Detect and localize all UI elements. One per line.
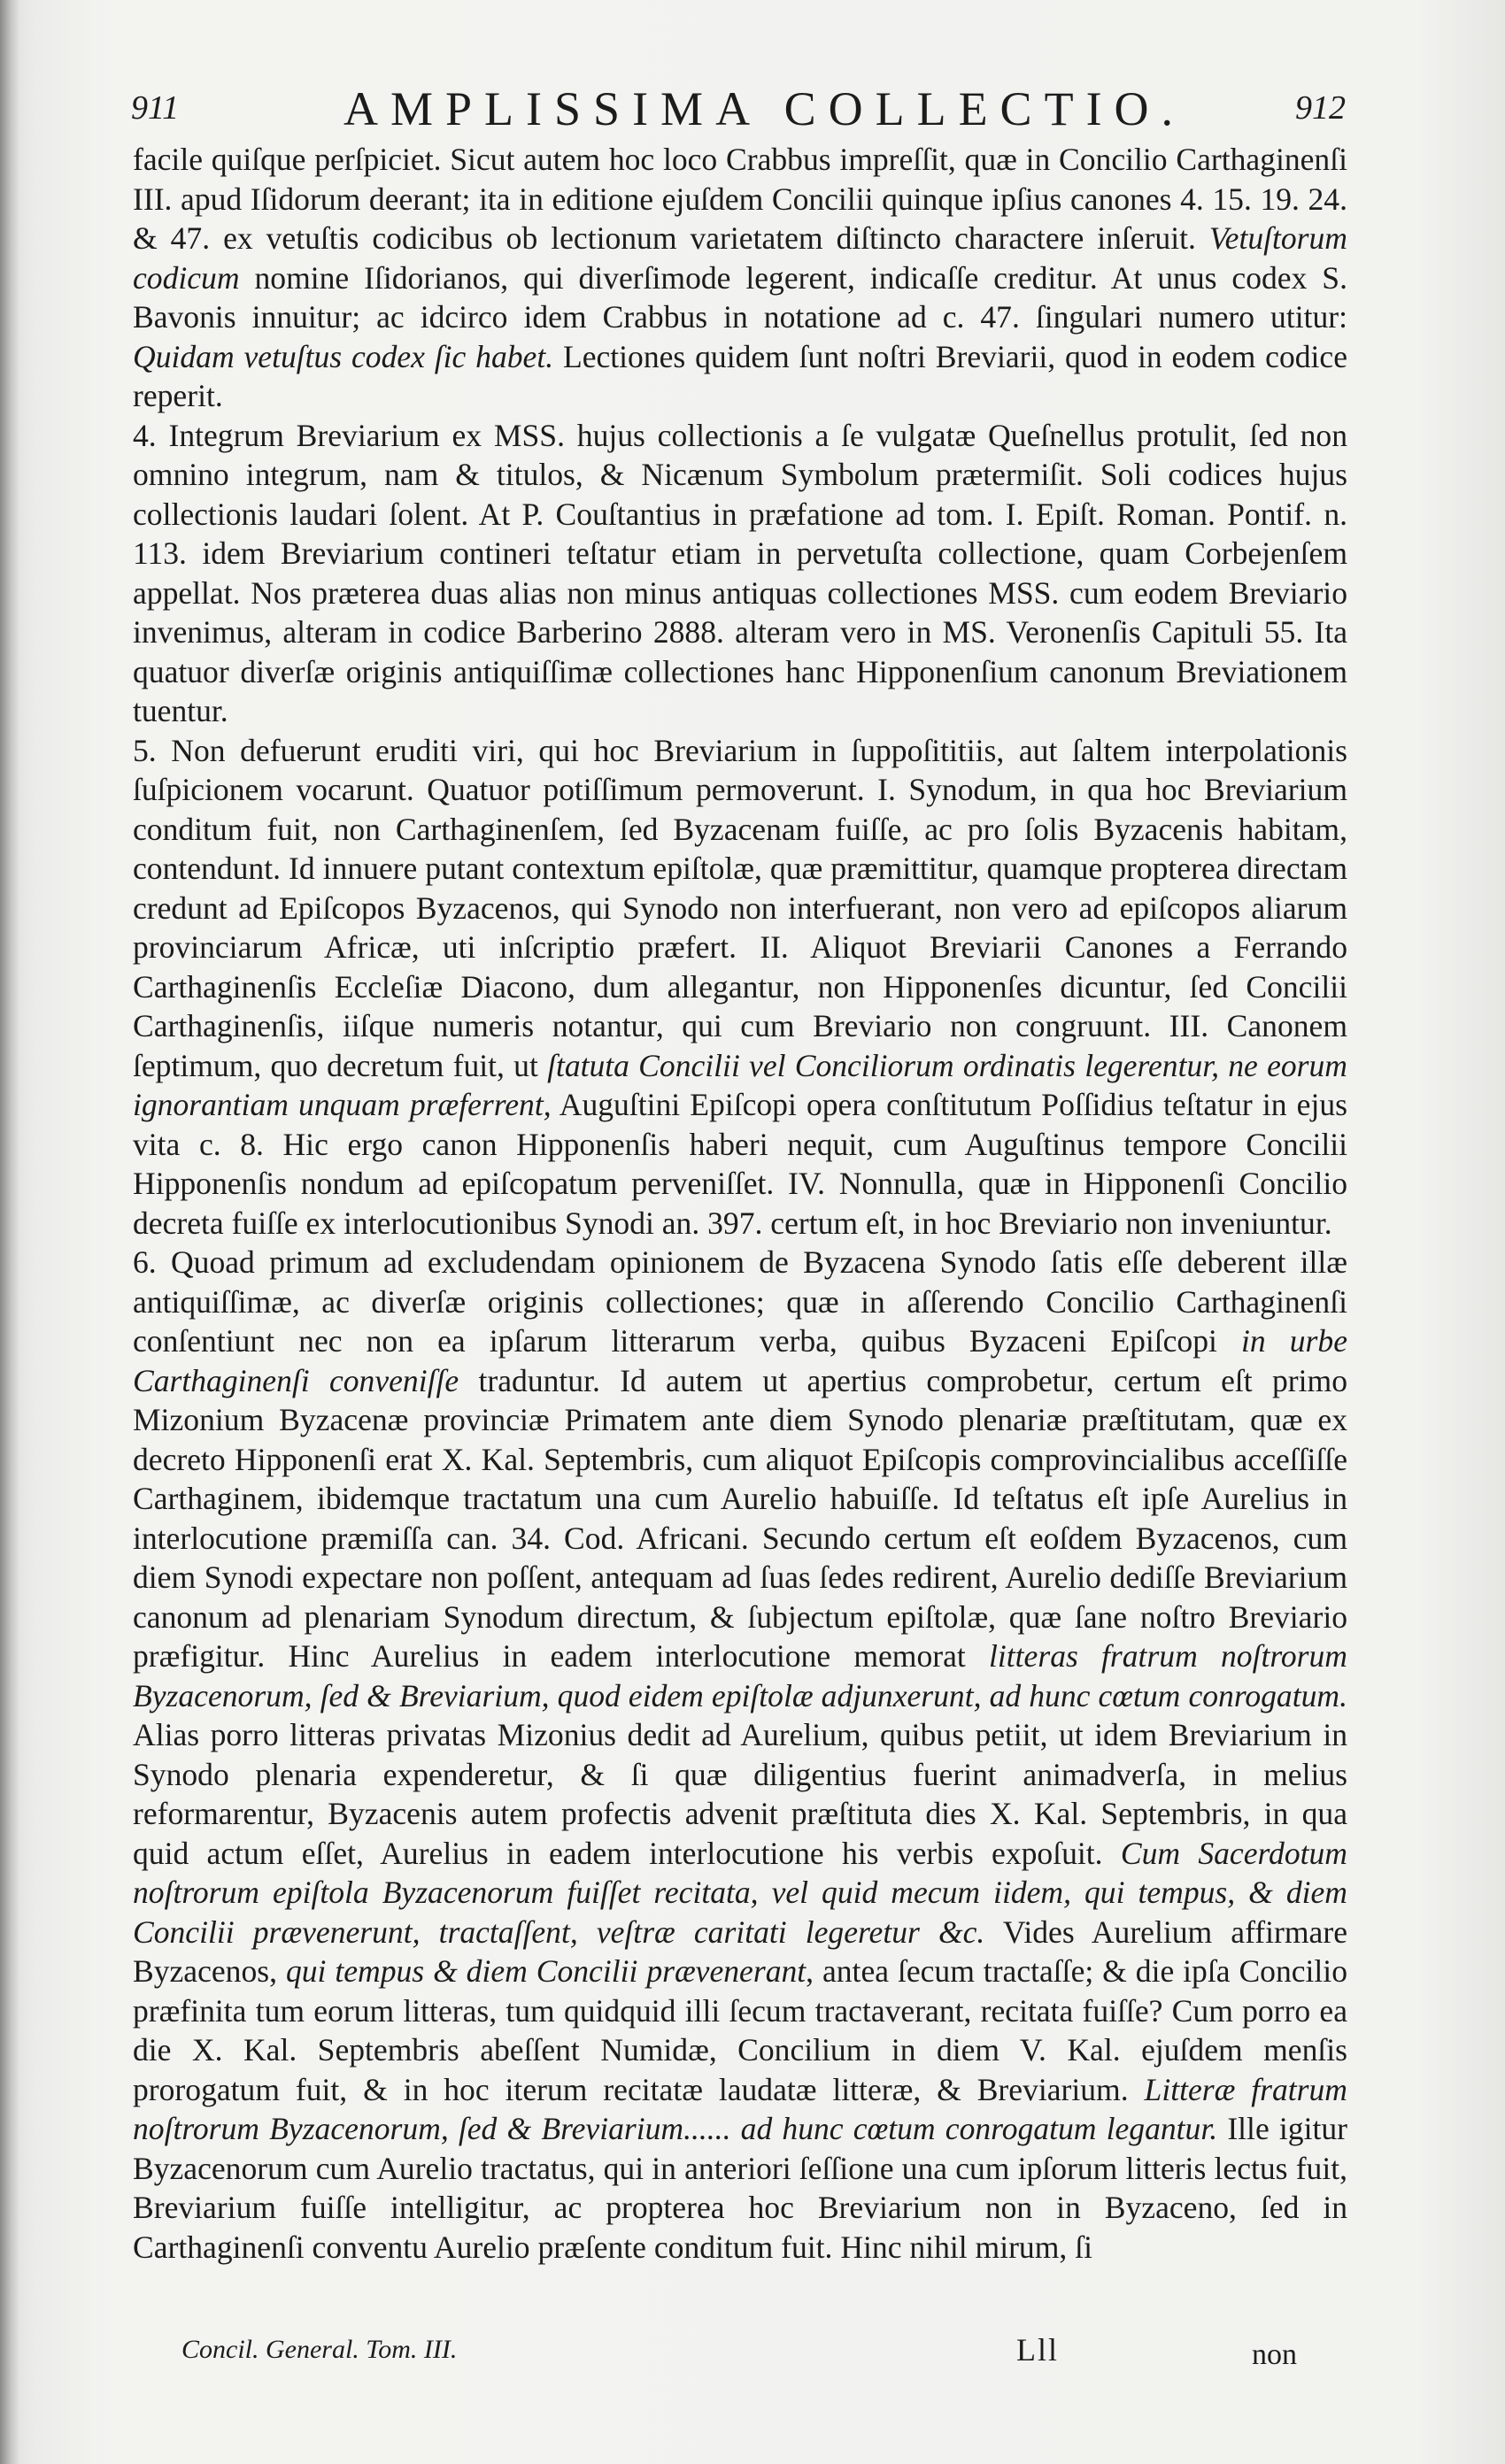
text-run: 6. Quoad primum ad excludendam opinionem de Byzacena Synodo ſatis eſſe deberent illæ antiquiſſimæ, ac diverſæ originis collectiones; quæ in aſſerendo Concilio Carthaginenſi conſentiunt nec non ea ipſarum litterarum verba, quibus Byzaceni Epiſcopi bbox=[133, 1244, 1347, 1359]
text-run: Lectiones quidem ſunt noſtri Breviarii, quod in eodem codice reperit. bbox=[133, 338, 1347, 413]
italic-run: litteras fratrum noſtrorum Byzacenorum, ſed & Breviarium, quod eidem epiſtolæ adjunxerunt, ad hunc cœtum conrogatum. bbox=[133, 1638, 1347, 1713]
paragraph-4 bbox=[133, 416, 1347, 731]
italic-run: in urbe Carthaginenſi conveniſſe bbox=[133, 1323, 1347, 1398]
text-run: Alias porro litteras privatas Mizonius dedit ad Aurelium, quibus petiit, ut idem Breviarium in Synodo plenaria expenderetur, & ſi quæ diligentius fuerint animadverſa, in melius reformarentur, Byzacenis autem profectis advenit præſtituta dies X. Kal. Septembris, in qua quid actum eſſet, Aurelius in eadem interlocutione his verbis expoſuit. bbox=[133, 1717, 1347, 1871]
running-title: AMPLISSIMA COLLECTIO. bbox=[343, 82, 1186, 135]
text-run: 5. Non defuerunt eruditi viri, qui hoc Breviarium in ſuppoſititiis, aut ſaltem interpolationis ſuſpicionem vocarunt. Quatuor potiſſimum permoverunt. I. Synodum, in qua hoc Breviarium conditum fuit, non Carthaginenſem, ſed Byzacenam fuiſſe, ac pro ſolis Byzacenis habitam, contendunt. Id innuere putant contextum epiſtolæ, quæ præmittitur, quamque propterea directam credunt ad Epiſcopos Byzacenos, qui Synodo non interfuerant, non vero ad epiſcopos aliarum provinciarum Africæ, uti inſcriptio præfert. II. Aliquot Breviarii Canones a Ferrando Carthaginenſis Eccleſiæ Diacono, dum allegantur, non Hipponenſes dicuntur, ſed Concilii Carthaginenſis, iiſque numeris notantur, qui cum Breviario non congruunt. III. Canonem ſeptimum, quo decretum fuit, ut bbox=[133, 732, 1347, 1083]
text-run: Ille igitur Byzacenorum cum Aurelio tractatus, qui in anteriori ſeſſione una cum ipſorum litteris lectus fuit, Breviarium fuiſſe intelligitur, ac propterea hoc Breviarium non in Byzaceno, ſed in Carthaginenſi conventu Aurelio præſente conditum fuit. Hinc nihil mirum, ſi bbox=[133, 2111, 1347, 2265]
italic-run: Cum Sacerdotum noſtrorum epiſtola Byzacenorum fuiſſet recitata, vel quid mecum iidem, qui tempus, & diem Concilii prævenerunt, tractaſſent, veſtræ caritati legeretur &c. bbox=[133, 1835, 1347, 1950]
page-number-right: 912 bbox=[1295, 89, 1346, 127]
paragraph-3-end bbox=[133, 140, 1347, 416]
book-gutter-shadow bbox=[0, 0, 19, 2464]
paragraph-6 bbox=[133, 1243, 1347, 2267]
signature-mark: Lll bbox=[1016, 2332, 1059, 2368]
text-run: facile quiſque perſpiciet. Sicut autem hoc loco Crabbus impreſſit, quæ in Concilio Carthaginenſi III. apud Iſidorum deerant; ita in editione ejuſdem Concilii quinque ipſius canones 4. 15. 19. 24. & 47. ex vetuſtis codicibus ob lectionum varietatem diſtincto charactere inſeruit. bbox=[133, 142, 1347, 256]
italic-run: Vetuſtorum codicum bbox=[133, 220, 1347, 296]
italic-run: Quidam vetuſtus codex ſic habet. bbox=[133, 338, 554, 374]
body-text bbox=[133, 140, 1347, 2267]
text-run: 4. Integrum Breviarium ex MSS. hujus collectionis a ſe vulgatæ Queſnellus protulit, ſed non omnino integrum, nam & titulos, & Nicænum Symbolum prætermiſit. Soli codices hujus collectionis laudari ſolent. At P. Couſtantius in præfatione ad tom. I. Epiſt. Roman. Pontif. n. 113. idem Breviarium contineri teſtatur etiam in pervetuſta collectione, quam Corbejenſem appellat. Nos præterea duas alias non minus antiquas collectiones MSS. cum eodem Breviario invenimus, alteram in codice Barberino 2888. alteram vero in MS. Veronenſis Capituli 55. Ita quatuor diverſæ originis antiquiſſimæ collectiones hanc Hipponenſium canonum Breviationem tuentur. bbox=[133, 417, 1347, 728]
italic-run: ſtatuta Concilii vel Conciliorum ordinatis legerentur, ne eorum ignorantiam unquam præferrent, bbox=[133, 1047, 1347, 1122]
text-run: Auguſtini Epiſcopi opera conſtitutum Poſſidius teſtatur in ejus vita c. 8. Hic ergo canon Hipponenſis haberi nequit, cum Auguſtinus tempore Concilii Hipponenſis nondum ad epiſcopatum perveniſſet. IV. Nonnulla, quæ in Hipponenſi Concilio decreta fuiſſe ex interlocutionibus Synodi an. 397. certum eſt, in hoc Breviario non inveniuntur. bbox=[133, 1087, 1347, 1241]
text-run: Vides Aurelium affirmare Byzacenos, bbox=[133, 1913, 1347, 1989]
text-run: , antea ſecum tractaſſe; & die ipſa Concilio præfinita tum eorum litteras, tum quidquid illi ſecum tractaverant, recitata fuiſſe? Cum porro ea die X. Kal. Septembris abeſſent Numidæ, Concilium in diem V. Kal. ejuſdem menſis prorogatum fuit, & in hoc iterum recitatæ laudatæ litteræ, & Breviarium. bbox=[133, 1953, 1347, 2107]
text-run: nomine Iſidorianos, qui diverſimode legerent, indicaſſe creditur. At unus codex S. Bavonis innuitur; ac idcirco idem Crabbus in notatione ad c. 47. ſingulari numero utitur: bbox=[133, 259, 1347, 335]
italic-run: Litteræ fratrum noſtrorum Byzacenorum, ſed & Breviarium...... ad hunc cœtum conrogatum legantur. bbox=[133, 2071, 1347, 2146]
page-number-left: 911 bbox=[131, 89, 180, 127]
text-run: traduntur. Id autem ut apertius comprobetur, certum eſt primo Mizonium Byzacenæ provinciæ Primatem ante diem Synodo plenariæ præſtitutam, quæ ex decreto Hipponenſi erat X. Kal. Septembris, cum aliquot Epiſcopis comprovincialibus acceſſiſſe Carthaginem, ibidemque tractatum una cum Aurelio habuiſſe. Id teſtatus eſt ipſe Aurelius in interlocutione præmiſſa can. 34. Cod. Africani. Secundo certum eſt eoſdem Byzacenos, cum diem Synodi expectare non poſſent, antequam ad ſuas ſedes redirent, Aurelio dediſſe Breviarium canonum ad plenariam Synodum directum, & ſubjectum epiſtolæ, quæ ſane noſtro Breviario præfigitur. Hinc Aurelius in eadem interlocutione memorat bbox=[133, 1362, 1347, 1674]
page-footer bbox=[181, 2332, 1297, 2379]
catchword: non bbox=[1252, 2338, 1297, 2371]
footer-volume-reference: Concil. General. Tom. III. bbox=[181, 2335, 458, 2364]
page-header bbox=[131, 81, 1346, 135]
italic-run: qui tempus & diem Concilii prævenerant bbox=[285, 1953, 807, 1989]
paragraph-5 bbox=[133, 731, 1347, 1244]
